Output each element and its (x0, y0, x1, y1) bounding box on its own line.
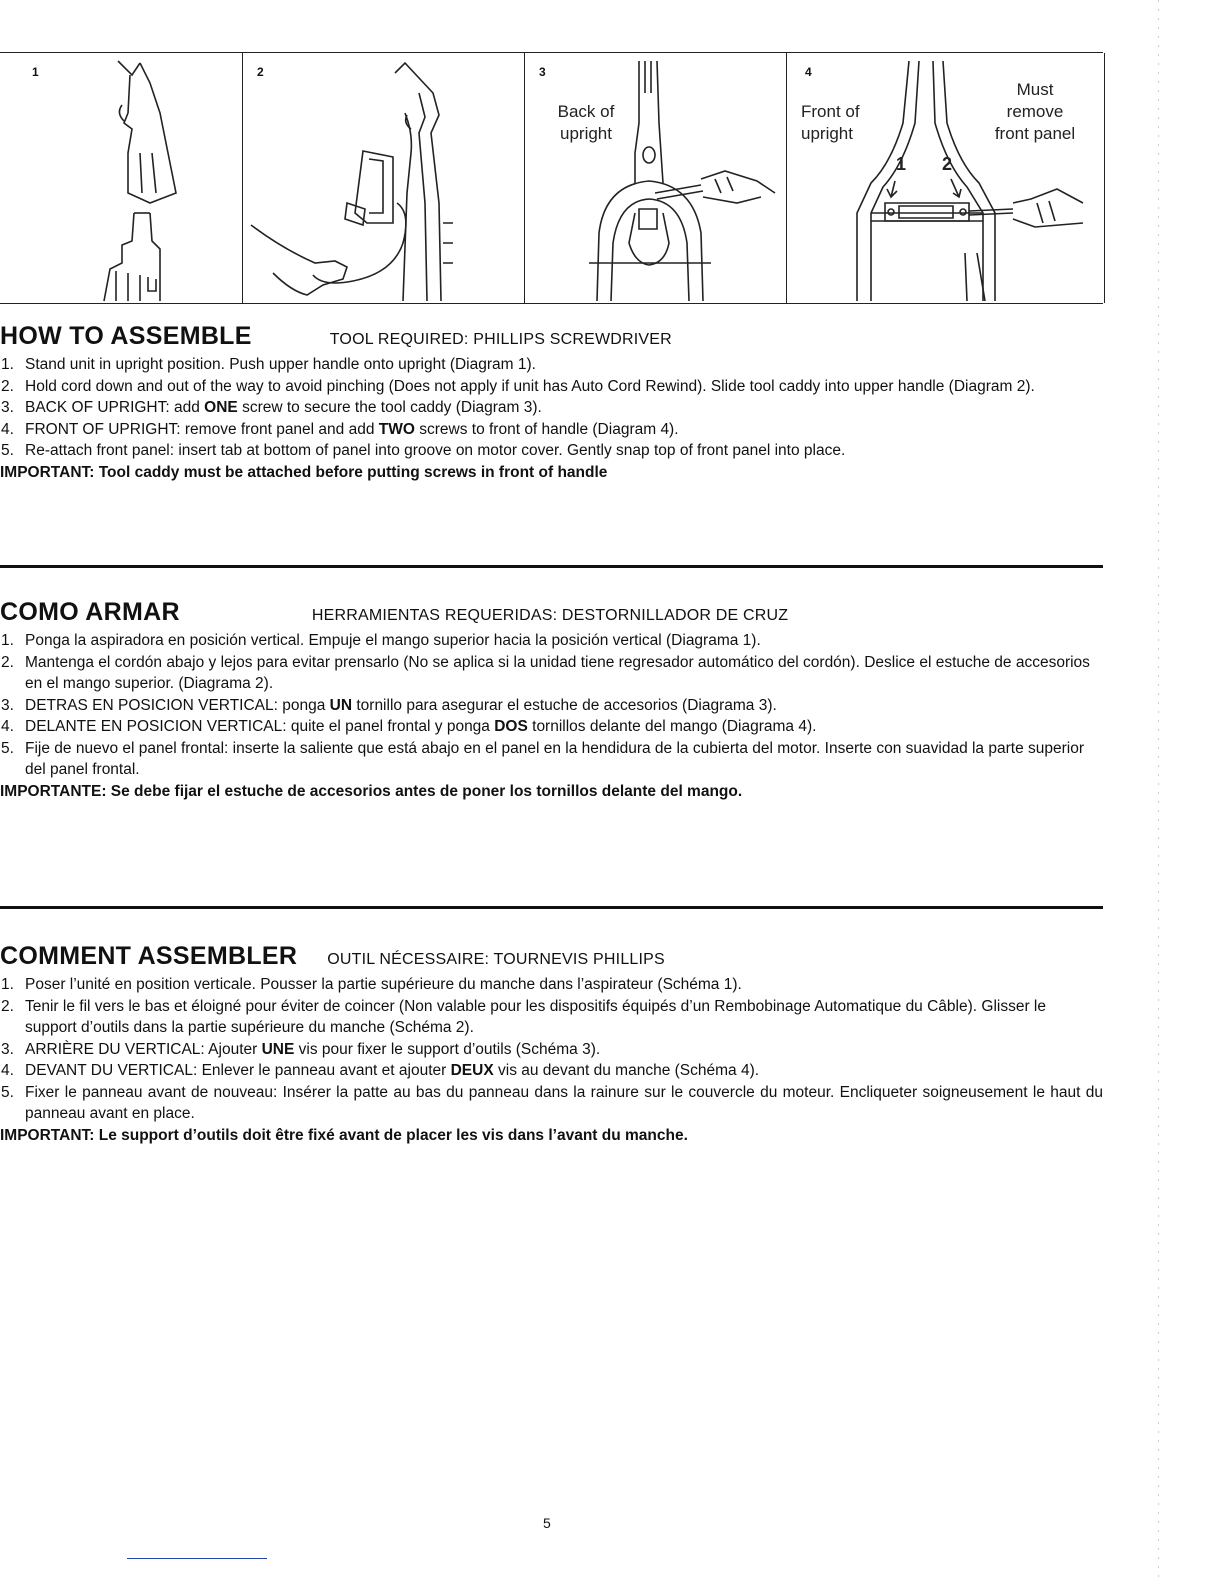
section-english (0, 322, 1103, 483)
marker-1: 1 (895, 154, 906, 174)
heading-row (0, 598, 1103, 627)
step: 3. BACK OF UPRIGHT: add ONE screw to secure the tool caddy (Diagram 3). (1, 399, 542, 416)
front-screws-illustration (787, 53, 1104, 303)
step: 4. FRONT OF UPRIGHT: remove front panel and add TWO screws to front of handle (Diagram 4). (1, 420, 679, 438)
marker-2: 2 (941, 154, 952, 174)
page-number: 5 (543, 1515, 551, 1531)
section-french (0, 942, 1103, 1146)
important-note: IMPORTANTE: Se debe fijar el estuche de accesorios antes de poner los tornillos delante del mango. (0, 782, 743, 800)
step: 5. Re-attach front panel: insert tab at bottom of panel into groove on motor cover. Gently snap top of front panel into place. (1, 442, 846, 459)
diagram-strip (0, 52, 1103, 304)
step: 3. DETRAS EN POSICION VERTICAL: ponga UN tornillo para asegurar el estuche de accesorios (Diagrama 3). (1, 696, 777, 714)
step: 2. Mantenga el cordón abajo y lejos para evitar prensarlo (No se aplica si la unidad tiene regresador automático del cordón). Deslice el estuche de accesorios en el mango superior. (Diagrama 2). (1, 653, 1090, 692)
callout-front-of-upright: Front of upright (801, 102, 860, 143)
important-note: IMPORTANT: Le support d’outils doit être fixé avant de placer les vis dans l’avant du manche. (0, 1126, 688, 1144)
diagram-number: 1 (32, 65, 39, 79)
callout-must-remove-front-panel: Must remove front panel (994, 80, 1076, 143)
section-divider (0, 906, 1103, 909)
diagram-number: 2 (257, 65, 264, 79)
tool-required: OUTIL NÉCESSAIRE: TOURNEVIS PHILLIPS (327, 951, 665, 968)
diagram-2 (242, 53, 525, 303)
heading-row (0, 942, 1103, 971)
back-screw-illustration (525, 53, 787, 303)
step: 2. Hold cord down and out of the way to avoid pinching (Does not apply if unit has Auto Cord Rewind). Slide tool caddy into upper handle (Diagram 2). (1, 377, 1035, 395)
step: 1. Ponga la aspiradora en posición vertical. Empuje el mango superior hacia la posición vertical (Diagrama 1). (1, 632, 761, 649)
step: 1. Poser l’unité en position verticale. Pousser la partie supérieure du manche dans l’aspirateur (Schéma 1). (1, 976, 742, 993)
section-heading: COMO ARMAR (0, 598, 180, 626)
step: 2. Tenir le fil vers le bas et éloigné pour éviter de coincer (Non valable pour les dispositifs équipés d’un Rembobinage Automatique du Câble). Glisser le support d’outils dans la partie supérieure du manche (Schéma 2). (1, 997, 1046, 1036)
diagram-number: 3 (539, 65, 546, 79)
step-list (0, 354, 1103, 462)
footer-line (127, 1558, 267, 1559)
diagram-1 (0, 53, 242, 303)
tool-required: TOOL REQUIRED: PHILLIPS SCREWDRIVER (329, 331, 672, 348)
step-list (0, 974, 1103, 1125)
step: 5. Fixer le panneau avant de nouveau: Insérer la patte au bas du panneau dans la rainure sur le couvercle du moteur. Encliqueter soigneusement le haut du panneau avant en place. (1, 1083, 1103, 1122)
section-heading: COMMENT ASSEMBLER (0, 942, 298, 970)
step: 4. DEVANT DU VERTICAL: Enlever le panneau avant et ajouter DEUX vis au devant du manche (Schéma 4). (1, 1062, 760, 1079)
heading-row (0, 322, 1103, 351)
important-note: IMPORTANT: Tool caddy must be attached before putting screws in front of handle (0, 463, 608, 481)
section-divider (0, 565, 1103, 568)
tool-required: HERRAMIENTAS REQUERIDAS: DESTORNILLADOR DE CRUZ (311, 607, 789, 624)
step-list (0, 630, 1103, 781)
tool-caddy-illustration (243, 53, 525, 303)
step: 4. DELANTE EN POSICION VERTICAL: quite el panel frontal y ponga DOS tornillos delante del mango (Diagrama 4). (1, 718, 817, 735)
section-heading: HOW TO ASSEMBLE (0, 322, 252, 350)
diagram-3 (524, 53, 787, 303)
scan-margin-edge (1158, 0, 1159, 1584)
step: 3. ARRIÈRE DU VERTICAL: Ajouter UNE vis pour fixer le support d’outils (Schéma 3). (1, 1040, 601, 1058)
diagram-4 (786, 53, 1105, 303)
callout-back-of-upright: Back of upright (557, 102, 615, 143)
handle-attach-illustration (0, 53, 242, 303)
diagram-number: 4 (805, 65, 812, 79)
step: 1. Stand unit in upright position. Push upper handle onto upright (Diagram 1). (1, 356, 536, 373)
section-spanish (0, 598, 1103, 802)
step: 5. Fije de nuevo el panel frontal: inserte la saliente que está abajo en el panel en la hendidura de la cubierta del motor. Inserte con suavidad la parte superior del panel frontal. (1, 739, 1084, 778)
